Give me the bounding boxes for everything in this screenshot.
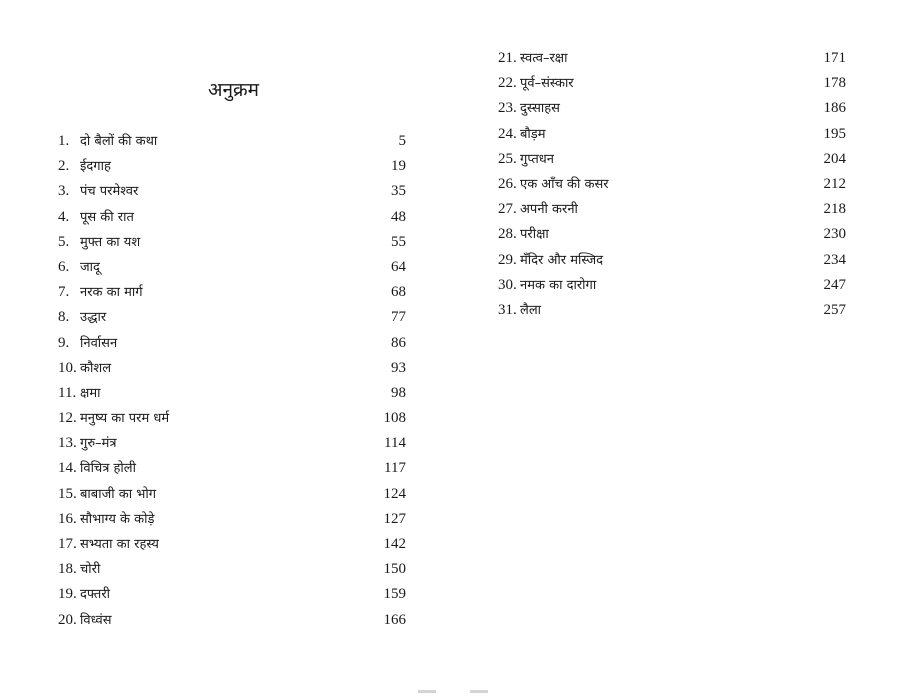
toc-entry bbox=[498, 48, 846, 73]
toc-entry-title: क्षमा bbox=[80, 385, 101, 401]
toc-entry-page: 257 bbox=[823, 301, 846, 318]
toc-entry-title: अपनी करनी bbox=[520, 202, 578, 218]
toc-entry-title: दफ्तरी bbox=[80, 587, 111, 603]
toc-entry bbox=[58, 333, 406, 358]
toc-entry-title: सभ्यता का रहस्य bbox=[80, 537, 159, 552]
toc-entry-page: 93 bbox=[391, 359, 406, 376]
toc-entry bbox=[58, 131, 406, 156]
toc-entry-page: 86 bbox=[391, 334, 406, 351]
toc-entry-title: बौड़म bbox=[520, 126, 546, 142]
toc-entry-page: 55 bbox=[391, 233, 406, 250]
toc-entry-title: दुस्साहस bbox=[520, 101, 560, 117]
toc-entry-title: बाबाजी का भोग bbox=[80, 486, 157, 502]
toc-entry-title: गुरु–मंत्र bbox=[80, 436, 117, 452]
toc-entry bbox=[58, 232, 406, 257]
toc-entry bbox=[58, 408, 406, 433]
toc-entry bbox=[498, 124, 846, 149]
toc-entry-page: 19 bbox=[391, 158, 406, 175]
toc-entry-title: निर्वासन bbox=[80, 335, 118, 351]
toc-entry-number: 28. bbox=[498, 226, 517, 243]
toc-entry bbox=[58, 610, 406, 635]
toc-entry-page: 35 bbox=[391, 183, 406, 200]
toc-entry-number: 25. bbox=[498, 150, 517, 167]
toc-entry bbox=[58, 257, 406, 282]
toc-entry-number: 11. bbox=[58, 384, 77, 401]
toc-entry-number: 10. bbox=[58, 359, 77, 376]
toc-entry-title: सौभाग्य के कोड़े bbox=[80, 511, 155, 527]
page-title: अनुक्रम bbox=[208, 79, 260, 101]
scan-mark bbox=[470, 690, 488, 693]
toc-entry-number: 9. bbox=[58, 334, 70, 351]
toc-entry bbox=[58, 207, 406, 232]
toc-entry-page: 178 bbox=[823, 75, 846, 92]
toc-entry-number: 23. bbox=[498, 100, 517, 117]
toc-entry-title: पूस की रात bbox=[80, 209, 134, 225]
toc-entry bbox=[58, 458, 406, 483]
toc-entry-page: 212 bbox=[823, 175, 846, 192]
toc-entry-page: 5 bbox=[398, 133, 406, 149]
toc-entry-page: 150 bbox=[383, 561, 406, 578]
toc-entry-number: 27. bbox=[498, 201, 517, 218]
toc-entry-number: 31. bbox=[498, 301, 517, 318]
toc-entry-number: 2. bbox=[58, 158, 70, 175]
toc-entry-title: विध्वंस bbox=[80, 612, 112, 628]
toc-entry-number: 7. bbox=[58, 284, 70, 301]
toc-entry-title: जादू bbox=[80, 259, 100, 275]
toc-entry bbox=[498, 275, 846, 300]
toc-entry-page: 142 bbox=[383, 536, 406, 552]
toc-entry-number: 29. bbox=[498, 251, 517, 268]
toc-entry-title: स्वत्व–रक्षा bbox=[520, 51, 568, 66]
toc-entry-number: 16. bbox=[58, 510, 77, 527]
toc-entry-page: 230 bbox=[823, 226, 846, 243]
toc-entry-title: मँदिर और मस्जिद bbox=[520, 252, 603, 268]
toc-entry-number: 3. bbox=[58, 183, 70, 200]
toc-entry-title: नमक का दारोगा bbox=[520, 277, 597, 293]
toc-entry-number: 12. bbox=[58, 410, 77, 427]
toc-entry-number: 30. bbox=[498, 276, 517, 293]
toc-entry bbox=[498, 149, 846, 174]
toc-entry-page: 171 bbox=[823, 50, 846, 66]
toc-entry bbox=[58, 358, 406, 383]
toc-entry-title: दो बैलों की कथा bbox=[80, 134, 158, 149]
toc-entry-page: 186 bbox=[823, 100, 846, 117]
toc-entry-number: 24. bbox=[498, 125, 517, 142]
toc-entry-number: 22. bbox=[498, 75, 517, 92]
toc-entry-title: ईदगाह bbox=[80, 159, 111, 175]
toc-entry-number: 13. bbox=[58, 435, 77, 452]
toc-entry-page: 117 bbox=[384, 460, 406, 477]
toc-entry bbox=[498, 98, 846, 123]
toc-entry-page: 159 bbox=[383, 586, 406, 603]
toc-entry bbox=[58, 433, 406, 458]
toc-entry bbox=[58, 509, 406, 534]
toc-entry-number: 18. bbox=[58, 561, 77, 578]
toc-entry-number: 19. bbox=[58, 586, 77, 603]
toc-entry-title: परीक्षा bbox=[520, 227, 549, 243]
toc-entry-title: मुफ्त का यश bbox=[80, 234, 141, 250]
toc-entry-title: लैला bbox=[520, 302, 541, 318]
toc-entry-page: 108 bbox=[383, 410, 406, 427]
toc-entry-number: 21. bbox=[498, 50, 517, 66]
toc-entry-page: 98 bbox=[391, 384, 406, 401]
toc-entry bbox=[498, 300, 846, 325]
toc-entry bbox=[58, 534, 406, 559]
scan-mark bbox=[418, 690, 436, 693]
toc-entry bbox=[498, 199, 846, 224]
toc-entry-page: 114 bbox=[384, 435, 406, 452]
toc-entry-page: 247 bbox=[823, 276, 846, 293]
toc-entry-page: 77 bbox=[391, 309, 406, 326]
toc-entry-number: 15. bbox=[58, 485, 77, 502]
toc-entry-page: 234 bbox=[823, 251, 846, 268]
toc-entry-title: नरक का मार्ग bbox=[80, 285, 143, 301]
toc-entry-page: 127 bbox=[383, 510, 406, 527]
toc-entry bbox=[58, 307, 406, 332]
toc-entry bbox=[498, 174, 846, 199]
toc-entry-number: 1. bbox=[58, 133, 70, 149]
toc-entry-page: 68 bbox=[391, 284, 406, 301]
toc-entry bbox=[58, 484, 406, 509]
toc-entry-page: 124 bbox=[383, 485, 406, 502]
toc-entry-title: पंच परमेश्वर bbox=[80, 184, 139, 200]
toc-entry-number: 8. bbox=[58, 309, 70, 326]
toc-entry-number: 26. bbox=[498, 175, 517, 192]
toc-entry-title: चोरी bbox=[80, 562, 101, 578]
toc-entry-title: कौशल bbox=[80, 360, 112, 376]
toc-entry-page: 48 bbox=[391, 208, 406, 225]
toc-entry-title: विचित्र होली bbox=[80, 461, 136, 477]
toc-entry-number: 14. bbox=[58, 460, 77, 477]
toc-entry-page: 195 bbox=[823, 125, 846, 142]
toc-entry-title: उद्धार bbox=[80, 310, 107, 326]
toc-entry-number: 20. bbox=[58, 611, 77, 628]
toc-entry-number: 4. bbox=[58, 208, 70, 225]
toc-entry-number: 6. bbox=[58, 258, 70, 275]
toc-entry bbox=[498, 73, 846, 98]
toc-entry-number: 5. bbox=[58, 233, 70, 250]
toc-entry bbox=[58, 559, 406, 584]
toc-entry bbox=[58, 181, 406, 206]
toc-entry bbox=[58, 584, 406, 609]
toc-entry bbox=[58, 156, 406, 181]
toc-list-left bbox=[58, 131, 406, 635]
toc-entry-page: 218 bbox=[823, 201, 846, 218]
toc-entry-page: 166 bbox=[383, 611, 406, 628]
toc-entry bbox=[58, 383, 406, 408]
toc-entry bbox=[58, 282, 406, 307]
toc-list-right bbox=[498, 48, 846, 325]
toc-entry-title: एक आँच की कसर bbox=[520, 176, 609, 192]
toc-entry bbox=[498, 250, 846, 275]
toc-entry-title: गुप्तधन bbox=[520, 151, 554, 167]
toc-entry-page: 64 bbox=[391, 258, 406, 275]
toc-entry-title: मनुष्य का परम धर्म bbox=[80, 411, 170, 427]
toc-entry bbox=[498, 224, 846, 249]
toc-entry-number: 17. bbox=[58, 536, 77, 552]
toc-entry-title: पूर्व–संस्कार bbox=[520, 76, 574, 92]
toc-entry-page: 204 bbox=[823, 150, 846, 167]
